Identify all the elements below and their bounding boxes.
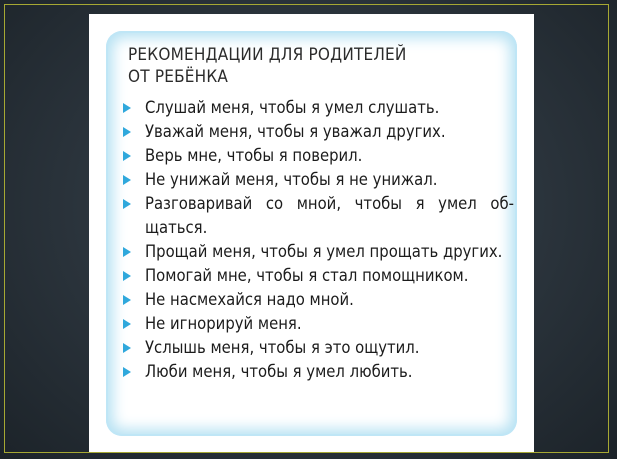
triangle-bullet-icon xyxy=(123,343,131,353)
list-item xyxy=(120,240,514,264)
list-item-text: Не унижай меня, чтобы я не унижал. xyxy=(145,170,438,189)
list-item-text: Верь мне, чтобы я поверил. xyxy=(145,146,363,165)
list-item xyxy=(120,336,514,360)
list-item xyxy=(120,192,514,240)
card-heading xyxy=(128,44,508,88)
triangle-bullet-icon xyxy=(123,199,131,209)
list-item xyxy=(120,360,514,384)
list-item xyxy=(120,288,514,312)
triangle-bullet-icon xyxy=(123,319,131,329)
list-item xyxy=(120,312,514,336)
list-item-text: Люби меня, чтобы я умел любить. xyxy=(145,362,413,381)
list-item xyxy=(120,168,514,192)
list-item-text: Слушай меня, чтобы я умел слушать. xyxy=(145,98,440,117)
triangle-bullet-icon xyxy=(123,295,131,305)
triangle-bullet-icon xyxy=(123,151,131,161)
triangle-bullet-icon xyxy=(123,175,131,185)
list-item-text: Разговаривай со мной, чтобы я умел об-щаться. xyxy=(145,194,514,237)
list-item xyxy=(120,96,514,120)
triangle-bullet-icon xyxy=(123,103,131,113)
triangle-bullet-icon xyxy=(123,271,131,281)
heading-line-1: РЕКОМЕНДАЦИИ ДЛЯ РОДИТЕЛЕЙ xyxy=(128,45,407,65)
list-item-text: Не игнорируй меня. xyxy=(145,314,302,333)
triangle-bullet-icon xyxy=(123,367,131,377)
triangle-bullet-icon xyxy=(123,247,131,257)
list-item xyxy=(120,120,514,144)
recommendation-list xyxy=(120,96,514,384)
list-item xyxy=(120,144,514,168)
list-item-text: Уважай меня, чтобы я уважал других. xyxy=(145,122,446,141)
recommendation-card xyxy=(89,14,534,452)
triangle-bullet-icon xyxy=(123,127,131,137)
list-item-text: Услышь меня, чтобы я это ощутил. xyxy=(145,338,420,357)
list-item-text: Прощай меня, чтобы я умел прощать других. xyxy=(145,242,503,261)
list-item-text: Не насмехайся надо мной. xyxy=(145,290,354,309)
list-item-text: Помогай мне, чтобы я стал помощником. xyxy=(145,266,469,285)
heading-line-2: ОТ РЕБЁНКА xyxy=(128,67,229,87)
list-item xyxy=(120,264,514,288)
